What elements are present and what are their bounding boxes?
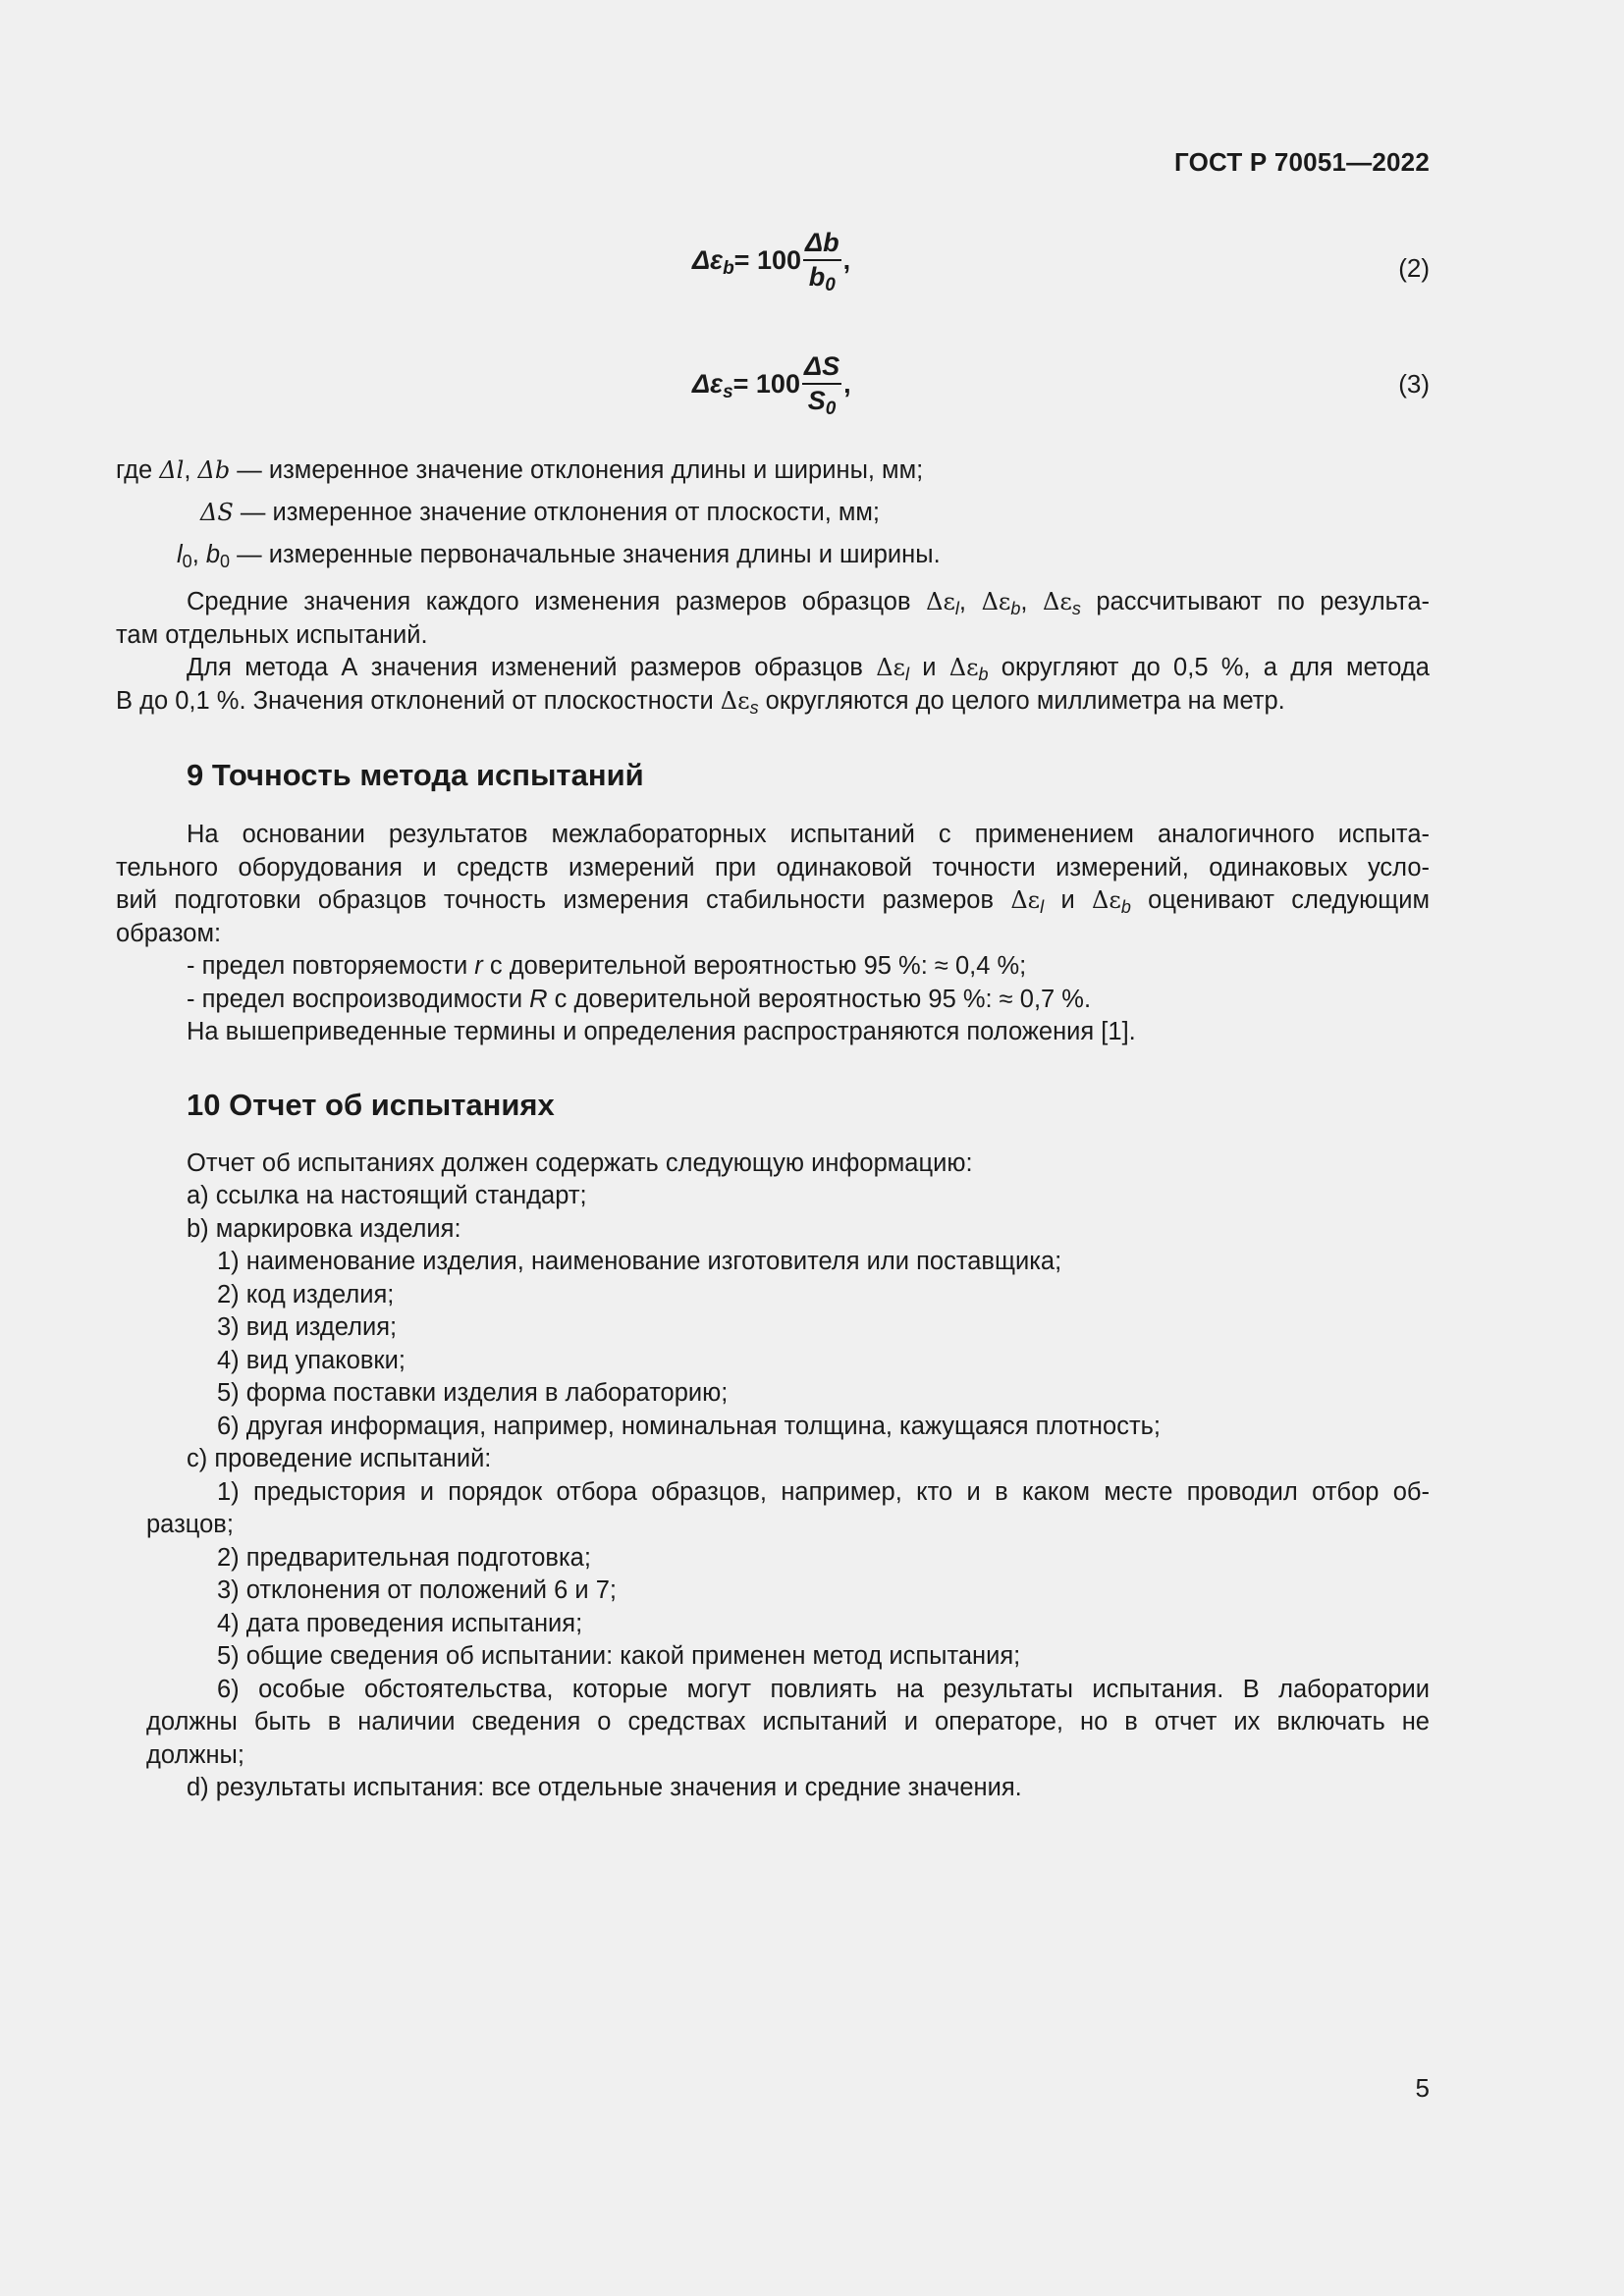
formula-2-denominator: b xyxy=(808,262,826,292)
formula-3-eq: = 100 xyxy=(732,368,800,399)
formula-2-tail: , xyxy=(842,244,851,275)
paragraph-averages: Средние значения каждого изменения размеров образцов $\Delta\varepsilon_l$, $\Delta\varepsilon_b$, $\Delta\varepsilon_s$ рассчитывают по результа- xyxy=(187,588,1431,618)
section-10-intro: Отчет об испытаниях должен содержать следующую информацию: xyxy=(187,1149,973,1177)
section-9-line-4: образом: xyxy=(116,920,222,947)
where-line-3: $l_0$, $b_0$ — измеренные первоначальные значения длины и ширины. xyxy=(177,541,941,571)
list-item-c2: 2) предварительная подготовка; xyxy=(217,1544,591,1572)
list-item-c: c) проведение испытаний: xyxy=(187,1445,492,1472)
where-line-1: где Δl, Δb — измеренное значение отклонения длины и ширины, мм; xyxy=(116,456,924,484)
formula-2-number: (2) xyxy=(1398,253,1430,283)
list-item-b1: 1) наименование изделия, наименование изготовителя или поставщика; xyxy=(217,1248,1062,1275)
list-item-b5: 5) форма поставки изделия в лабораторию; xyxy=(217,1379,729,1407)
formula-3-tail: , xyxy=(843,368,851,399)
section-9-note: На вышеприведенные термины и определения распространяются положения [1]. xyxy=(187,1018,1136,1045)
list-item-c5: 5) общие сведения об испытании: какой применен метод испытания; xyxy=(217,1642,1021,1670)
formula-3 xyxy=(692,351,851,419)
section-10-title: 10 Отчет об испытаниях xyxy=(187,1088,555,1122)
formula-3-fraction xyxy=(802,351,841,419)
list-item-d: d) результаты испытания: все отдельные значения и средние значения. xyxy=(187,1774,1022,1801)
list-item-c3: 3) отклонения от положений 6 и 7; xyxy=(217,1576,617,1604)
list-item-b6: 6) другая информация, например, номинальная толщина, кажущаяся плотность; xyxy=(217,1413,1161,1440)
list-item-c1-cont: разцов; xyxy=(146,1511,234,1538)
where-line-2: ΔS — измеренное значение отклонения от плоскости, мм; xyxy=(200,499,881,526)
formula-3-number: (3) xyxy=(1398,369,1430,399)
formula-2-lhs: Δε xyxy=(692,244,724,275)
formula-2-lhs-sub: b xyxy=(723,257,734,279)
standard-header: ГОСТ Р 70051—2022 xyxy=(1174,147,1430,177)
list-item-c6: 6) особые обстоятельства, которые могут повлиять на результаты испытания. В лаборатории xyxy=(217,1676,1430,1703)
formula-3-lhs: Δε xyxy=(692,368,724,399)
paragraph-method-line-2: В до 0,1 %. Значения отклонений от плоскостности $\Delta\varepsilon_s$ округляются до целого миллиметра на метр. xyxy=(116,687,1285,718)
formula-3-lhs-sub: s xyxy=(723,381,733,402)
formula-2-eq: = 100 xyxy=(733,244,801,275)
section-9-line-1: На основании результатов межлабораторных испытаний с применением аналогичного испыта- xyxy=(187,821,1430,848)
list-item-b: b) маркировка изделия: xyxy=(187,1215,461,1243)
formula-2 xyxy=(692,228,850,293)
list-item-c6-cont: должны быть в наличии сведения о средствах испытаний и операторе, но в отчет их включать не xyxy=(146,1708,1430,1735)
section-9-bullet-1: - предел повторяемости r с доверительной вероятностью 95 %: ≈ 0,4 %; xyxy=(187,952,1027,980)
list-item-b3: 3) вид изделия; xyxy=(217,1313,398,1341)
formula-3-den-sub: 0 xyxy=(825,399,837,419)
section-9-line-2: тельного оборудования и средств измерений при одинаковой точности измерений, одинаковых усло- xyxy=(116,854,1430,881)
list-item-c4: 4) дата проведения испытания; xyxy=(217,1610,583,1637)
list-item-c6-end: должны; xyxy=(146,1741,244,1769)
section-9-title: 9 Точность метода испытаний xyxy=(187,758,644,792)
list-item-b4: 4) вид упаковки; xyxy=(217,1347,406,1374)
formula-2-fraction xyxy=(803,228,841,293)
list-item-a: a) ссылка на настоящий стандарт; xyxy=(187,1182,587,1209)
paragraph-averages-line-2: там отдельных испытаний. xyxy=(116,621,428,649)
formula-3-numerator: ΔS xyxy=(802,351,841,385)
list-item-c1: 1) предыстория и порядок отбора образцов, например, кто и в каком месте проводил отбор об- xyxy=(217,1478,1430,1506)
section-9-line-3: вий подготовки образцов точность измерения стабильности размеров $\Delta\varepsilon_l$ и $\Delta\varepsilon_b$ оценивают следующим xyxy=(116,886,1430,917)
formula-2-numerator: Δb xyxy=(803,228,841,261)
formula-2-den-sub: 0 xyxy=(825,275,836,295)
page-number: 5 xyxy=(1415,2073,1430,2103)
section-9-bullet-2: - предел воспроизводимости R с доверительной вероятностью 95 %: ≈ 0,7 %. xyxy=(187,986,1092,1013)
list-item-b2: 2) код изделия; xyxy=(217,1281,395,1308)
paragraph-method: Для метода А значения изменений размеров образцов $\Delta\varepsilon_l$ и $\Delta\varepsilon_b$ округляют до 0,5 %, а для метода xyxy=(187,654,1430,684)
formula-3-denominator: S xyxy=(807,386,826,415)
